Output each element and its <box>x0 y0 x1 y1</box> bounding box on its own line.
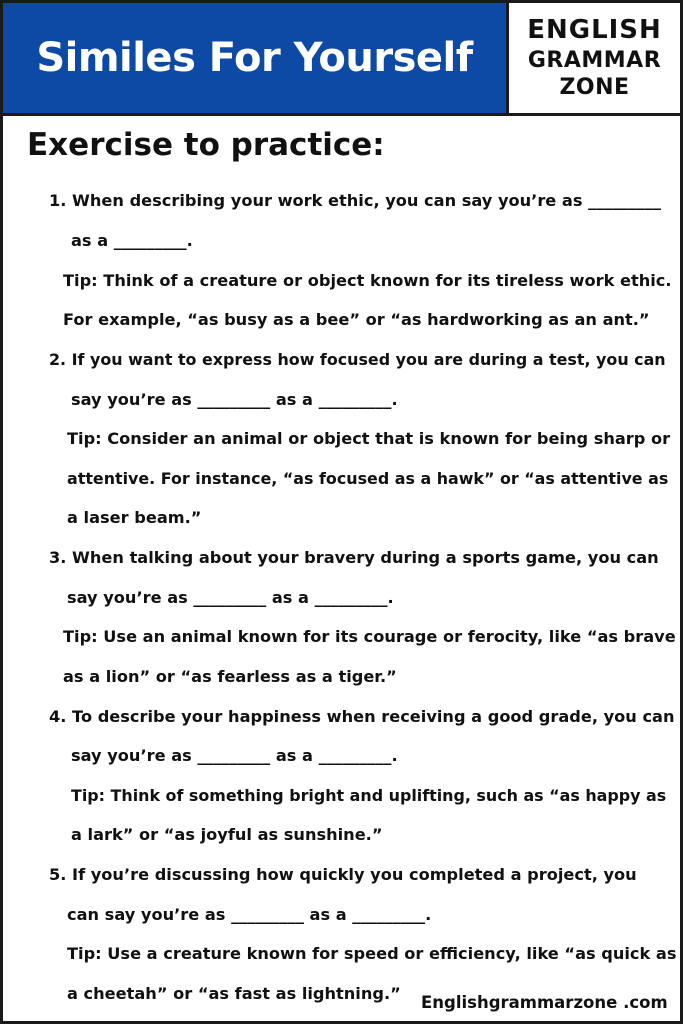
brand-logo <box>509 3 680 116</box>
exercise-2-tip-line-3: a laser beam.” <box>67 508 202 527</box>
exercise-2-question-line-1: 2. If you want to express how focused you are during a test, you can <box>49 350 666 369</box>
exercise-4-question-line-1: 4. To describe your happiness when receiving a good grade, you can <box>49 707 675 726</box>
exercise-1-tip-line-1: Tip: Think of a creature or object known for its tireless work ethic. <box>63 271 672 290</box>
exercise-heading: Exercise to practice: <box>27 127 385 163</box>
exercise-2-question-line-2: say you’re as _________ as a _________. <box>71 390 398 409</box>
brand-line-zone: ZONE <box>559 75 630 101</box>
exercise-3-question-line-1: 3. When talking about your bravery during a sports game, you can <box>49 548 659 567</box>
exercise-3-tip-line-2: as a lion” or “as fearless as a tiger.” <box>63 667 397 686</box>
exercise-4-tip-line-2: a lark” or “as joyful as sunshine.” <box>71 825 383 844</box>
exercise-4-tip-line-1: Tip: Think of something bright and uplifting, such as “as happy as <box>71 786 667 805</box>
exercise-1-question-line-2: as a _________. <box>71 231 193 250</box>
exercise-1-tip-line-2: For example, “as busy as a bee” or “as hardworking as an ant.” <box>63 310 650 329</box>
exercise-4-question-line-2: say you’re as _________ as a _________. <box>71 746 398 765</box>
page-title: Similes For Yourself <box>36 35 473 81</box>
website-footer: Englishgrammarzone .com <box>421 993 668 1012</box>
exercise-2-tip-line-2: attentive. For instance, “as focused as a hawk” or “as attentive as <box>67 469 669 488</box>
brand-line-english: ENGLISH <box>527 15 662 46</box>
exercise-2-tip-line-1: Tip: Consider an animal or object that is known for being sharp or <box>67 429 671 448</box>
exercise-3-question-line-2: say you’re as _________ as a _________. <box>67 588 394 607</box>
brand-line-grammar: GRAMMAR <box>527 47 662 73</box>
exercise-1-question-line-1: 1. When describing your work ethic, you can say you’re as _________ <box>49 191 661 210</box>
exercise-5-question-line-2: can say you’re as _________ as a _________. <box>67 905 432 924</box>
exercise-5-question-line-1: 5. If you’re discussing how quickly you completed a project, you <box>49 865 637 884</box>
exercise-5-tip-line-1: Tip: Use a creature known for speed or efficiency, like “as quick as <box>67 944 677 963</box>
exercise-5-tip-line-2: a cheetah” or “as fast as lightning.” <box>67 984 401 1003</box>
title-banner <box>3 3 509 116</box>
exercise-3-tip-line-1: Tip: Use an animal known for its courage or ferocity, like “as brave <box>63 627 676 646</box>
